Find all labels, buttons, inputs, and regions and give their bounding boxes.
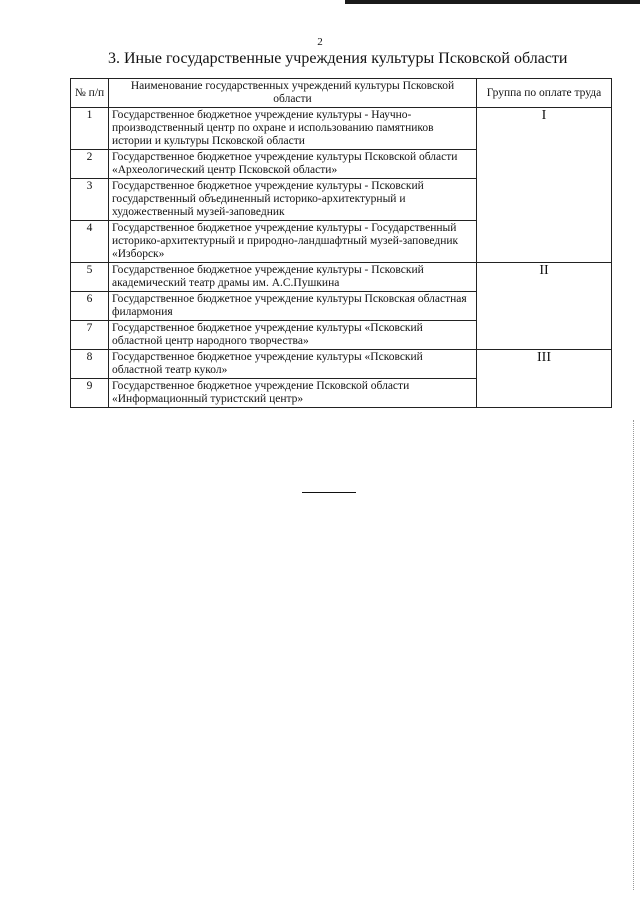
row-name: Государственное бюджетное учреждение культуры - Государственный историко-архитектурный и природно-ландшафтный музей-заповедник «Изборск» <box>109 221 477 263</box>
header-name: Наименование государственных учреждений культуры Псковской области <box>109 79 477 108</box>
page-number: 2 <box>317 36 323 48</box>
header-group: Группа по оплате труда <box>477 79 612 108</box>
table-row <box>71 350 612 379</box>
row-num: 6 <box>71 292 109 321</box>
section-title: 3. Иные государственные учреждения культуры Псковской области <box>108 50 568 67</box>
row-name: Государственное бюджетное учреждение культуры Псковская областная филармония <box>109 292 477 321</box>
row-name: Государственное бюджетное учреждение культуры «Псковский областной центр народного творчества» <box>109 321 477 350</box>
group-cell: I <box>477 108 612 263</box>
table-row <box>71 108 612 150</box>
scan-edge-top <box>345 0 640 4</box>
table-header-row <box>71 79 612 108</box>
scan-edge-right <box>632 420 634 890</box>
row-name: Государственное бюджетное учреждение культуры «Псковский областной театр кукол» <box>109 350 477 379</box>
group-cell: III <box>477 350 612 408</box>
row-name: Государственное бюджетное учреждение культуры Псковской области «Археологический центр Псковской области» <box>109 150 477 179</box>
row-num: 9 <box>71 379 109 408</box>
footer-rule <box>302 492 356 493</box>
header-num: № п/п <box>71 79 109 108</box>
row-num: 8 <box>71 350 109 379</box>
row-name: Государственное бюджетное учреждение культуры - Научно-производственный центр по охране и использованию памятников истории и культуры Псковской области <box>109 108 477 150</box>
institutions-table <box>70 78 612 408</box>
row-num: 5 <box>71 263 109 292</box>
row-num: 4 <box>71 221 109 263</box>
table-row <box>71 263 612 292</box>
row-num: 3 <box>71 179 109 221</box>
row-name: Государственное бюджетное учреждение Псковской области «Информационный туристский центр» <box>109 379 477 408</box>
row-num: 2 <box>71 150 109 179</box>
row-name: Государственное бюджетное учреждение культуры - Псковский государственный объединенный историко-архитектурный и художественный музей-заповедник <box>109 179 477 221</box>
group-cell: II <box>477 263 612 350</box>
row-num: 1 <box>71 108 109 150</box>
row-name: Государственное бюджетное учреждение культуры - Псковский академический театр драмы им. А.С.Пушкина <box>109 263 477 292</box>
row-num: 7 <box>71 321 109 350</box>
